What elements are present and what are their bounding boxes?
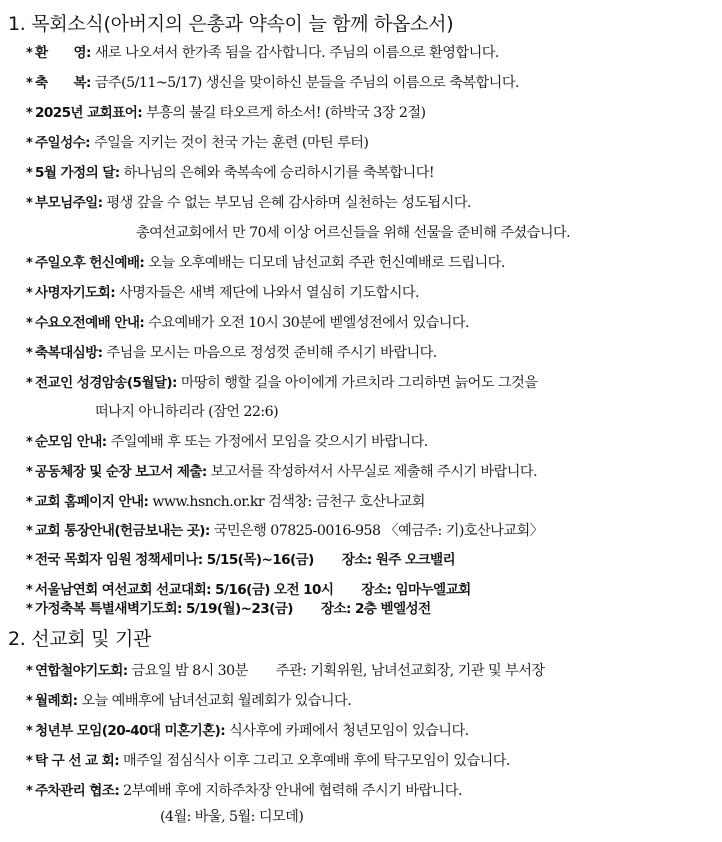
- list-item-night-prayer: * 연합철야기도회: 금요일 밤 8시 30분 주관: 기획위원, 남녀선교회장, 기관 및 부서장: [26, 663, 545, 679]
- list-item-visitation: * 축복대심방: 주님을 모시는 마음으로 정성껏 준비해 주시기 바랍니다.: [26, 345, 437, 361]
- item-text: 주님을 모시는 마음으로 정성껏 준비해 주시기 바랍니다.: [106, 345, 437, 361]
- item-label: 주일성수:: [35, 135, 90, 151]
- item-label: 사명자기도회:: [35, 285, 116, 301]
- item-text: 평생 갚을 수 없는 부모님 은혜 감사하며 실천하는 성도됩시다.: [106, 195, 471, 211]
- item-location: 장소: 임마누엘교회: [361, 582, 471, 598]
- list-item-wednesday-service: * 수요오전예배 안내: 수요예배가 오전 10시 30분에 벧엘성전에서 있습니다.: [26, 315, 469, 331]
- list-item-motto: * 2025년 교회표어: 부흥의 불길 타오르게 하소서! (하박국 3장 2절): [26, 105, 426, 121]
- list-item-homepage: * 교회 홈페이지 안내: www.hsnch.or.kr 검색창: 금천구 호산나교회: [26, 494, 425, 510]
- item-label: 축 복:: [35, 75, 91, 91]
- item-organizer: 주관: 기획위원, 남녀선교회장, 기관 및 부서장: [275, 663, 545, 679]
- item-label: 2025년 교회표어:: [35, 105, 143, 121]
- item-text: 하나님의 은혜와 축복속에 승리하시기를 축복합니다!: [123, 165, 434, 181]
- item-continuation: 떠나지 아니하리라 (잠언 22:6): [95, 404, 279, 420]
- item-text: 2부예배 후에 지하주차장 안내에 협력해 주시기 바랍니다.: [123, 783, 462, 799]
- list-item-bank-account: * 교회 통장안내(헌금보내는 곳): 국민은행 07825-0016-958 〈예금주: 기)호산나교회〉: [26, 523, 544, 539]
- item-location: 장소: 원주 오크밸리: [341, 552, 456, 568]
- item-label: 부모님주일:: [35, 195, 103, 211]
- item-text: 마땅히 행할 길을 아이에게 가르치라 그리하면 늙어도 그것을: [180, 375, 538, 391]
- list-item-mission-rally: * 서울남연회 여선교회 선교대회: 5/16(금) 오전 10시 장소: 임마누엘교회: [26, 582, 471, 598]
- item-label: 환 영:: [35, 45, 91, 61]
- list-item-welcome: * 환 영: 새로 나오셔서 한가족 됨을 감사합니다. 주님의 이름으로 환영합니다.: [26, 45, 499, 61]
- item-label: 수요오전예배 안내:: [35, 315, 145, 331]
- section-title-church-news: 1. 목회소식(아버지의 은총과 약속이 늘 함께 하옵소서): [8, 13, 454, 35]
- list-item-sabbath: * 주일성수: 주일을 지키는 것이 천국 가는 훈련 (마틴 루터): [26, 135, 369, 151]
- item-text: 오늘 예배후에 남녀선교회 월례회가 있습니다.: [81, 693, 352, 709]
- list-item-seminar: * 전국 목회자 임원 정책세미나: 5/15(목)~16(금) 장소: 원주 오크밸리: [26, 552, 456, 568]
- item-label: 청년부 모임(20-40대 미혼기혼):: [35, 723, 226, 739]
- list-item-monthly-meeting: * 월례회: 오늘 예배후에 남녀선교회 월례회가 있습니다.: [26, 693, 352, 709]
- item-label: 연합철야기도회:: [35, 663, 128, 679]
- item-label: 순모임 안내:: [35, 434, 107, 450]
- list-item-dawn-prayer: * 가정축복 특별새벽기도회: 5/19(월)~23(금) 장소: 2층 벧엘성전: [26, 601, 431, 617]
- item-text: 오늘 오후예배는 디모데 남선교회 주관 헌신예배로 드립니다.: [148, 255, 505, 271]
- item-text: 수요예배가 오전 10시 30분에 벧엘성전에서 있습니다.: [148, 315, 469, 331]
- item-label: 탁 구 선 교 회:: [35, 753, 120, 769]
- item-text: 주일예배 후 또는 가정에서 모임을 갖으시기 바랍니다.: [110, 434, 428, 450]
- item-text: www.hsnch.or.kr 검색창: 금천구 호산나교회: [152, 494, 425, 510]
- item-label: 축복대심방:: [35, 345, 103, 361]
- list-item-report-submission: * 공동체장 및 순장 보고서 제출: 보고서를 작성하셔서 사무실로 제출해 주시기 바랍니다.: [26, 464, 538, 480]
- item-text: 사명자들은 새벽 제단에 나와서 열심히 기도합시다.: [119, 285, 420, 301]
- item-label: 전교인 성경암송(5월달):: [35, 375, 177, 391]
- item-label: 가정축복 특별새벽기도회: 5/19(월)~23(금): [35, 601, 293, 617]
- item-label: 교회 홈페이지 안내:: [35, 494, 149, 510]
- list-item-table-tennis: * 탁 구 선 교 회: 매주일 점심식사 이후 그리고 오후예배 후에 탁구모임이 있습니다.: [26, 753, 510, 769]
- list-item-parents-sunday: * 부모님주일: 평생 갚을 수 없는 부모님 은혜 감사하며 실천하는 성도됩시다.: [26, 195, 471, 211]
- item-text: 금주(5/11~5/17) 생신을 맞이하신 분들을 주님의 이름으로 축복합니다.: [94, 75, 519, 91]
- item-location: 장소: 2층 벧엘성전: [320, 601, 431, 617]
- list-item-youth-meeting: * 청년부 모임(20-40대 미혼기혼): 식사후에 카페에서 청년모임이 있습니다.: [26, 723, 469, 739]
- item-label: 전국 목회자 임원 정책세미나: 5/15(목)~16(금): [35, 552, 314, 568]
- item-text: 보고서를 작성하셔서 사무실로 제출해 주시기 바랍니다.: [210, 464, 538, 480]
- item-text: 금요일 밤 8시 30분: [131, 663, 248, 679]
- section-title-missions: 2. 선교회 및 기관: [8, 628, 152, 650]
- item-label: 주일오후 헌신예배:: [35, 255, 145, 271]
- item-text: 주일을 지키는 것이 천국 가는 훈련 (마틴 루터): [93, 135, 369, 151]
- list-item-cell-meeting: * 순모임 안내: 주일예배 후 또는 가정에서 모임을 갖으시기 바랍니다.: [26, 434, 428, 450]
- item-continuation: (4월: 바울, 5월: 디모데): [160, 809, 304, 825]
- item-text: 식사후에 카페에서 청년모임이 있습니다.: [229, 723, 469, 739]
- list-item-scripture-memory: * 전교인 성경암송(5월달): 마땅히 행할 길을 아이에게 가르치라 그리하면 늙어도 그것을: [26, 375, 538, 391]
- item-text: 새로 나오셔서 한가족 됨을 감사합니다. 주님의 이름으로 환영합니다.: [94, 45, 499, 61]
- list-item-dedication-service: * 주일오후 헌신예배: 오늘 오후예배는 디모데 남선교회 주관 헌신예배로 드립니다.: [26, 255, 505, 271]
- list-item-parking: * 주차관리 협조: 2부예배 후에 지하주차장 안내에 협력해 주시기 바랍니다.: [26, 783, 462, 799]
- item-text: 매주일 점심식사 이후 그리고 오후예배 후에 탁구모임이 있습니다.: [123, 753, 510, 769]
- item-text: 부흥의 불길 타오르게 하소서! (하박국 3장 2절): [146, 105, 426, 121]
- item-text: 국민은행 07825-0016-958 〈예금주: 기)호산나교회〉: [213, 523, 544, 539]
- item-label: 서울남연회 여선교회 선교대회: 5/16(금) 오전 10시: [35, 582, 334, 598]
- item-label: 5월 가정의 달:: [35, 165, 120, 181]
- list-item-family-month: * 5월 가정의 달: 하나님의 은혜와 축복속에 승리하시기를 축복합니다!: [26, 165, 434, 181]
- item-label: 교회 통장안내(헌금보내는 곳):: [35, 523, 210, 539]
- item-continuation: 총여선교회에서 만 70세 이상 어르신들을 위해 선물을 준비해 주셨습니다.: [136, 225, 571, 241]
- item-label: 공동체장 및 순장 보고서 제출:: [35, 464, 207, 480]
- item-label: 주차관리 협조:: [35, 783, 120, 799]
- list-item-prayer-meeting: * 사명자기도회: 사명자들은 새벽 제단에 나와서 열심히 기도합시다.: [26, 285, 420, 301]
- item-label: 월례회:: [35, 693, 78, 709]
- list-item-blessing: * 축 복: 금주(5/11~5/17) 생신을 맞이하신 분들을 주님의 이름으로 축복합니다.: [26, 75, 519, 91]
